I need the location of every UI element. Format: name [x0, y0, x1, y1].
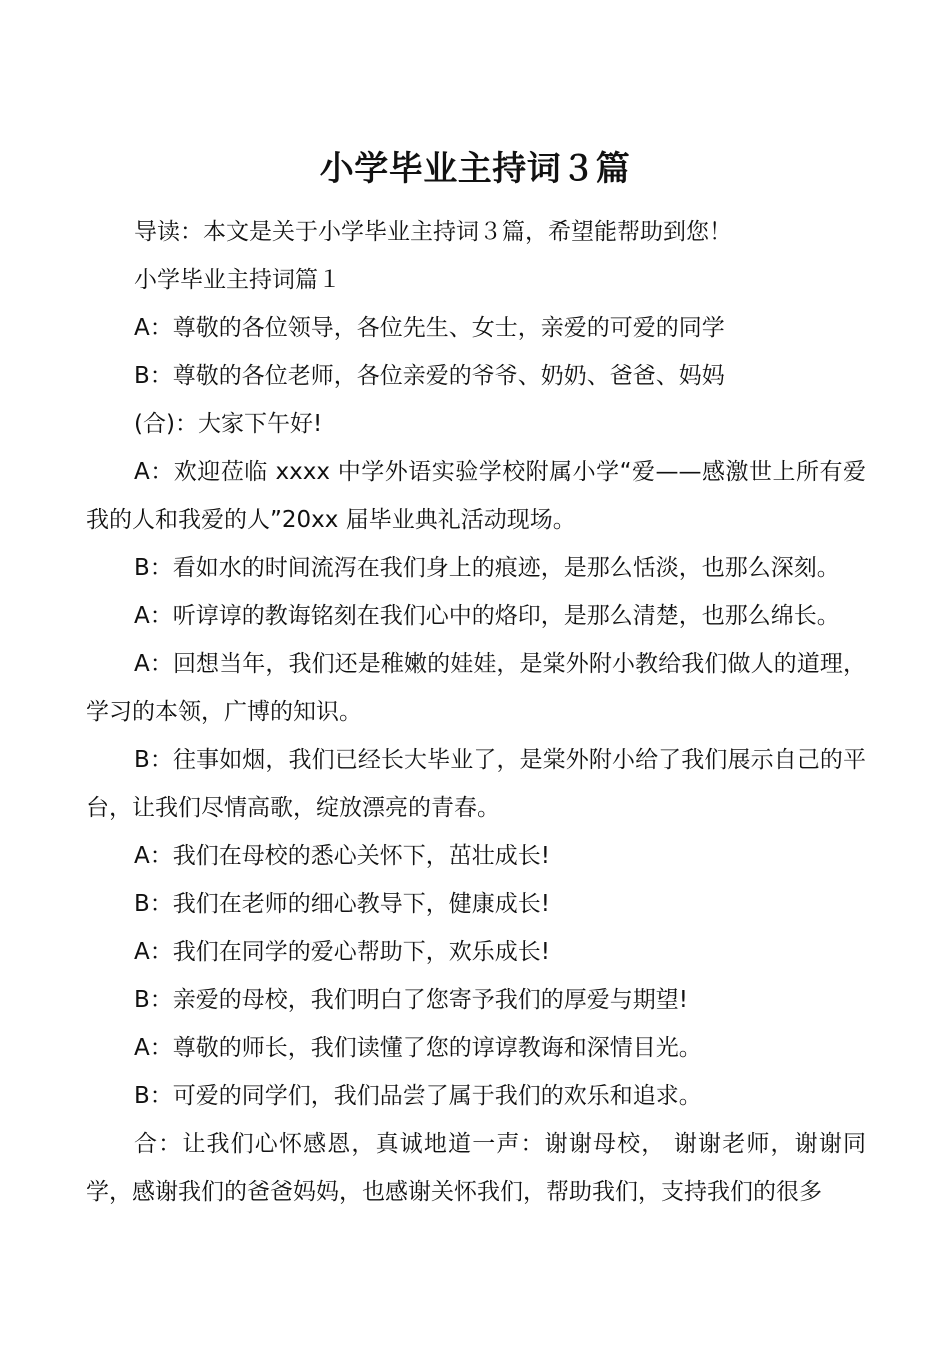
dialogue-line: A：听谆谆的教诲铭刻在我们心中的烙印，是那么清楚，也那么绵长。 [134, 603, 840, 629]
dialogue-line: A：回想当年，我们还是稚嫩的娃娃，是棠外附小教给我们做人的道理，学习的本领，广博的知识。 [86, 651, 866, 725]
dialogue-line: B：亲爱的母校，我们明白了您寄予我们的厚爱与期望! [134, 987, 688, 1013]
dialogue-line: B：看如水的时间流泻在我们身上的痕迹，是那么恬淡，也那么深刻。 [134, 555, 840, 581]
section-heading: 小学毕业主持词篇１ [134, 267, 341, 293]
document-title: 小学毕业主持词３篇 [319, 149, 631, 189]
dialogue-line: B：尊敬的各位老师，各位亲爱的爷爷、奶奶、爸爸、妈妈 [134, 363, 725, 389]
intro-paragraph: 导读：本文是关于小学毕业主持词３篇，希望能帮助到您！ [134, 219, 732, 245]
dialogue-line: A：欢迎莅临 xxxx 中学外语实验学校附属小学“爱——感激世上所有爱我的人和我爱的人”20xx 届毕业典礼活动现场。 [86, 459, 866, 533]
dialogue-line: (合)：大家下午好! [134, 411, 323, 437]
dialogue-line: 合：让我们心怀感恩，真诚地道一声：谢谢母校， 谢谢老师，谢谢同学，感谢我们的爸爸妈妈，也感谢关怀我们，帮助我们，支持我们的很多 [86, 1131, 866, 1205]
document-body [86, 208, 866, 1216]
dialogue-line: B：我们在老师的细心教导下，健康成长! [134, 891, 550, 917]
dialogue-line: A：尊敬的师长，我们读懂了您的谆谆教诲和深情目光。 [134, 1035, 702, 1061]
dialogue-line: A：尊敬的各位领导，各位先生、女士，亲爱的可爱的同学 [134, 315, 725, 341]
dialogue-line: B：往事如烟，我们已经长大毕业了，是棠外附小给了我们展示自己的平台，让我们尽情高歌，绽放漂亮的青春。 [86, 747, 866, 821]
dialogue-line: B：可爱的同学们，我们品尝了属于我们的欢乐和追求。 [134, 1083, 702, 1109]
dialogue-line: A：我们在同学的爱心帮助下，欢乐成长! [134, 939, 550, 965]
dialogue-line: A：我们在母校的悉心关怀下，茁壮成长! [134, 843, 550, 869]
